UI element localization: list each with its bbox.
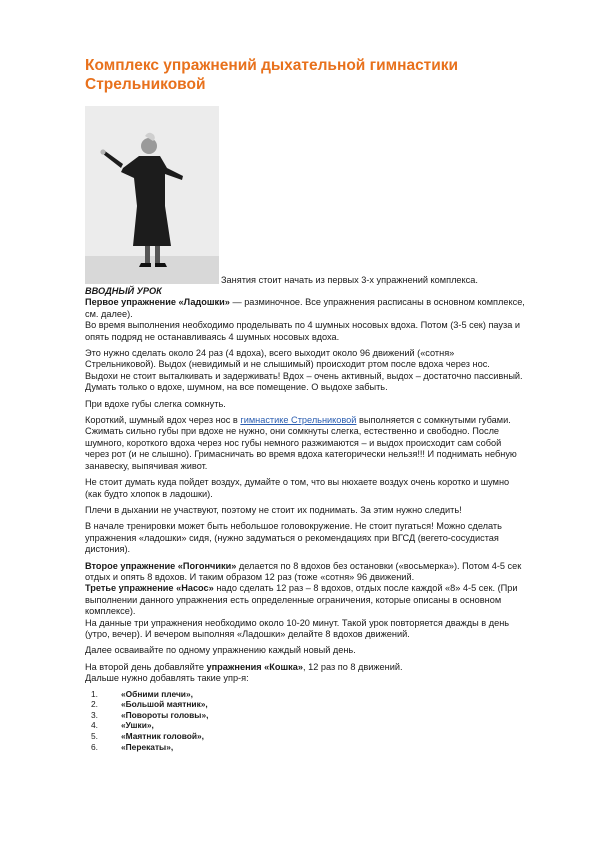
exercise-3-text: надо сделать 12 раз – 8 вдохов, отдых после каждой «8» 4-5 сек. (При выполнении данного упражнения есть определенные ограничения, которые описаны в основном комплексе). — [85, 583, 518, 617]
paragraph-short-inhale-start: Короткий, шумный вдох через нос в — [85, 415, 241, 426]
paragraph-count: Это нужно сделать около 24 раз (4 вдоха), всего выходит около 96 движений («сотня» Стрельниковой). Выдох (невидимый и не слышимый) происходит ртом после вдоха через нос. Выдохи не стоит выталкивать и задерживать! Вдох – очень активный, выдох – достаточно пассивный. Думать только о вдохе, шумном, на все помещение. О выдохе забыть. — [85, 348, 523, 393]
list-item-number: 1. — [91, 688, 98, 699]
exercise-1-paragraph — [85, 297, 525, 320]
list-item-label: «Повороты головы», — [121, 709, 209, 720]
list-item — [85, 699, 525, 710]
page-title: Комплекс упражнений дыхательной гимнастики Стрельниковой — [85, 57, 459, 93]
exercise-2-name: Второе упражнение «Погончики» — [85, 560, 237, 571]
paragraph-day2-end: , 12 раз по 8 движений. — [302, 661, 403, 672]
exercise-3-name: Третье упражнение «Насос» — [85, 583, 214, 594]
list-item-label: «Обними плечи», — [121, 688, 193, 699]
list-item — [85, 710, 525, 721]
paragraph-shoulders: Плечи в дыхании не участвуют, поэтому не стоит их поднимать. За этим нужно следить! — [85, 504, 462, 515]
list-item-label: «Большой маятник», — [121, 699, 208, 710]
paragraph-short-inhale — [85, 415, 525, 472]
photo-caption: Занятия стоит начать из первых 3-х упражнений комплекса. — [221, 275, 478, 285]
paragraph-further: Дальше нужно добавлять такие упр-я: — [85, 673, 249, 684]
intro-heading: ВВОДНЫЙ УРОК — [85, 286, 162, 296]
exercise-cat-name: упражнения «Кошка» — [206, 661, 303, 672]
strelnikova-link[interactable]: гимнастике Стрельниковой — [240, 415, 357, 426]
exercise-2-paragraph — [85, 561, 525, 584]
paragraph-dizziness: В начале тренировки может быть небольшое головокружение. Не стоит пугаться! Можно сделать упражнения «ладошки» сидя, (нужно задуматься о рекомендациях при ВГСД (вегето-сосудистая дистония). — [85, 521, 502, 555]
paragraph-short-inhale-end: выполняется с сомкнутыми губами. Сжимать сильно губы при вдохе не нужно, они сомкнуты слегка, естественно и свободно. После шумного, короткого вдоха через нос губы немного разжимаются – и выдох происходит сам собой через рот (и не слышно). Гримасничать во время вдоха категорически нельзя!!! И поднимать небную занавеску, выпячивая живот. — [85, 415, 517, 471]
paragraph-next: Далее осваивайте по одному упражнению каждый новый день. — [85, 645, 356, 656]
list-item-number: 4. — [91, 720, 98, 731]
list-item-number: 6. — [91, 741, 98, 752]
exercise-1-text: — разминочное. Все упражнения расписаны в основном комплексе, см. далее). — [85, 297, 525, 319]
exercise-list — [85, 689, 525, 753]
list-item-number: 3. — [91, 709, 98, 720]
paragraph-three-exercises: На данные три упражнения необходимо около 10-20 минут. Такой урок повторяется дважды в день (утро, вечер). И вечером выполняя «Ладошки» делайте 8 вдохов движений. — [85, 617, 510, 639]
woman-exercising-photo — [85, 106, 219, 284]
list-item-number: 5. — [91, 730, 98, 741]
list-item-label: «Ушки», — [121, 720, 154, 731]
list-item — [85, 720, 525, 731]
paragraph-no-think: Не стоит думать куда пойдет воздух, думайте о том, что вы нюхаете воздух очень коротко и шумно (как будто хлопок в ладошки). — [85, 477, 510, 499]
list-item-number: 2. — [91, 699, 98, 710]
document-page — [85, 56, 525, 752]
list-item — [85, 689, 525, 700]
list-item — [85, 731, 525, 742]
list-item-label: «Перекаты», — [121, 741, 174, 752]
list-item — [85, 742, 525, 753]
exercise-3-paragraph — [85, 583, 525, 617]
photo-row — [85, 106, 525, 286]
paragraph-during: Во время выполнения необходимо проделывать по 4 шумных носовых вдоха. Потом (3-5 сек) пауза и опять подряд не останавливаясь 4 шумных носовых вдоха. — [85, 320, 521, 342]
paragraph-lips: При вдохе губы слегка сомкнуть. — [85, 398, 226, 409]
exercise-2-text: делается по 8 вдохов без остановки («восьмерка»). Потом 4-5 сек отдых и опять 8 вдохов. И таким образом 12 раз (тоже «сотня» 96 движений. — [85, 560, 522, 582]
exercise-1-name: Первое упражнение «Ладошки» — [85, 297, 230, 308]
list-item-label: «Маятник головой», — [121, 730, 205, 741]
paragraph-day2-start: На второй день добавляйте — [85, 661, 207, 672]
exercise-photo — [85, 106, 219, 284]
paragraph-day2 — [85, 662, 525, 673]
